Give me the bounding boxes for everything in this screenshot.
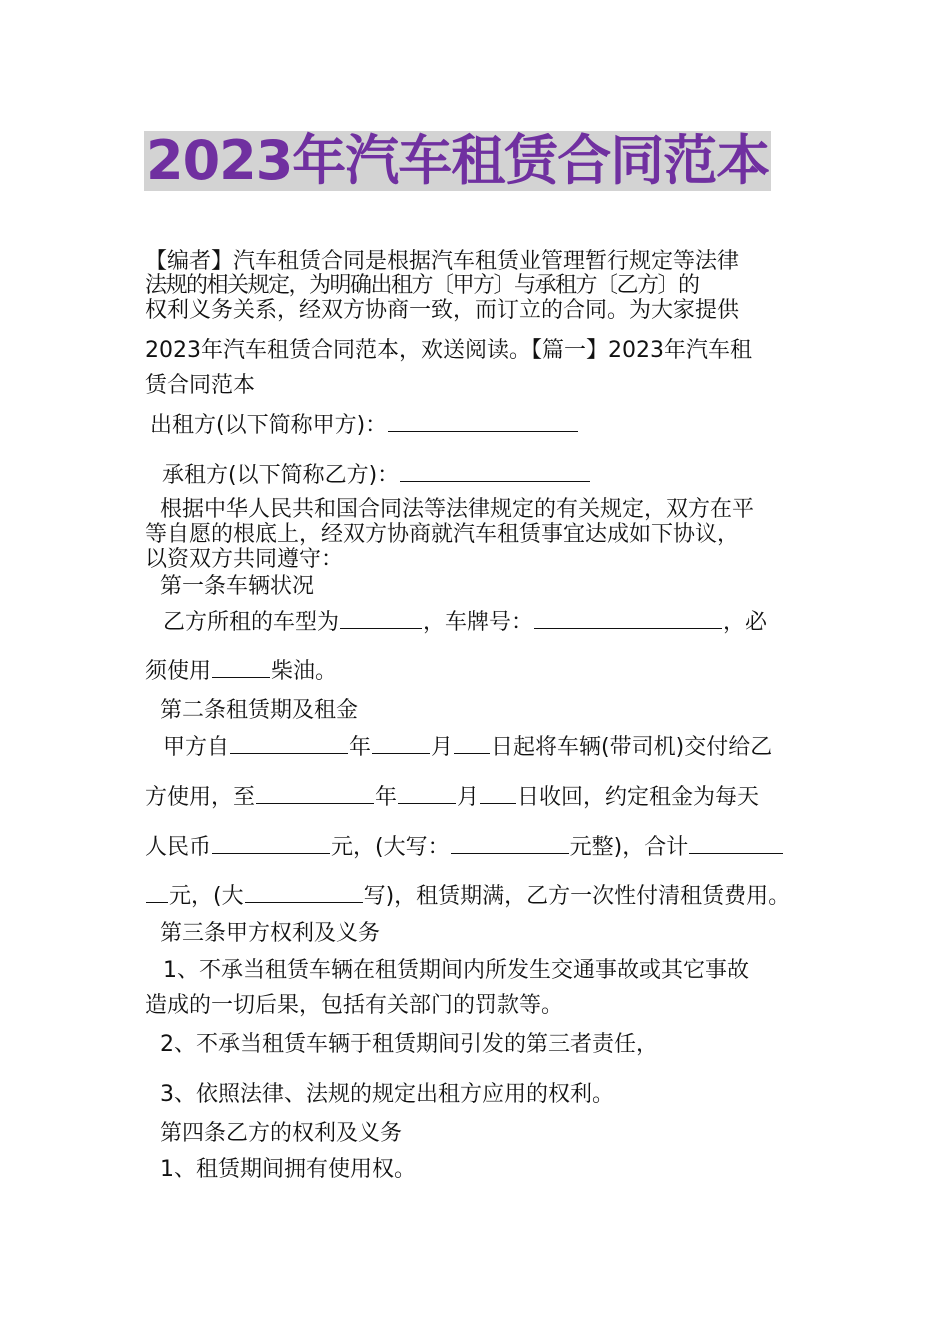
- intro-line-2: 法规的相关规定，为明确出租方〔甲方〕与承租方〔乙方〕的: [145, 273, 699, 298]
- lessee-line: [162, 461, 591, 489]
- preamble-line-2: 等自愿的根底上，经双方协商就汽车租赁事宜达成如下协议，: [145, 522, 740, 547]
- article-3-item-1-line-2: 造成的一切后果，包括有关部门的罚款等。: [145, 993, 564, 1018]
- text: 年: [375, 785, 398, 810]
- text: 月: [457, 785, 480, 810]
- lessee-label: 承租方(以下简称乙方)：: [162, 463, 400, 488]
- total-blank-continued[interactable]: [146, 882, 168, 903]
- text: ，车牌号：: [423, 610, 534, 635]
- intro-line-3: 权利义务关系，经双方协商一致，而订立的合同。为大家提供: [145, 298, 740, 323]
- plate-number-blank[interactable]: [534, 608, 722, 629]
- text: 人民币: [145, 835, 212, 860]
- text: 元，(大写：: [331, 835, 450, 860]
- text: 元整)，合计: [569, 835, 689, 860]
- preamble-line-1: 根据中华人民共和国合同法等法律规定的有关规定，双方在平: [160, 497, 755, 522]
- article-3-item-1-line-1: 1、不承当租赁车辆在租赁期间内所发生交通事故或其它事故: [163, 958, 749, 983]
- text: 写)，租赁期满，乙方一次性付清租赁费用。: [363, 884, 791, 909]
- intro-line-4: 2023年汽车租赁合同范本，欢送阅读。【篇一】2023年汽车租: [145, 338, 752, 363]
- article-2-line-3: [145, 833, 784, 861]
- article-2-heading: 第二条租赁期及租金: [160, 698, 359, 723]
- text: 日收回，约定租金为每天: [517, 785, 760, 810]
- end-year-blank[interactable]: [256, 783, 374, 804]
- article-4-item-1: 1、租赁期间拥有使用权。: [160, 1157, 416, 1182]
- article-4-heading: 第四条乙方的权利及义务: [160, 1121, 403, 1146]
- article-1-heading: 第一条车辆状况: [160, 574, 315, 599]
- text: 方使用，至: [145, 785, 256, 810]
- lessor-line: [150, 411, 579, 439]
- end-day-blank[interactable]: [480, 783, 516, 804]
- lessor-label: 出租方(以下简称甲方)：: [150, 413, 388, 438]
- intro-line-5: 赁合同范本: [145, 373, 256, 398]
- text: 乙方所租的车型为: [163, 610, 340, 635]
- article-2-line-4: [145, 882, 790, 910]
- article-3-heading: 第三条甲方权利及义务: [160, 921, 381, 946]
- fuel-blank[interactable]: [212, 657, 270, 678]
- article-1-line-2: [145, 657, 337, 685]
- total-blank[interactable]: [689, 833, 783, 854]
- article-2-line-2: [145, 783, 759, 811]
- total-words-blank[interactable]: [245, 882, 363, 903]
- intro-line-1: 【编者】汽车租赁合同是根据汽车租赁业管理暂行规定等法律: [145, 249, 740, 274]
- daily-rent-words-blank[interactable]: [451, 833, 569, 854]
- text: 甲方自: [163, 735, 230, 760]
- start-month-blank[interactable]: [372, 733, 430, 754]
- text: 元，(大: [169, 884, 244, 909]
- start-day-blank[interactable]: [454, 733, 490, 754]
- article-3-item-2: 2、不承当租赁车辆于租赁期间引发的第三者责任，: [160, 1032, 658, 1057]
- text: 柴油。: [271, 659, 338, 684]
- end-month-blank[interactable]: [398, 783, 456, 804]
- preamble-line-3: 以资双方共同遵守：: [145, 547, 344, 572]
- text: ，必: [723, 610, 768, 635]
- lessor-blank[interactable]: [388, 411, 578, 432]
- daily-rent-blank[interactable]: [212, 833, 330, 854]
- text: 年: [349, 735, 372, 760]
- lessee-blank[interactable]: [400, 461, 590, 482]
- start-year-blank[interactable]: [230, 733, 348, 754]
- article-2-line-1: [163, 733, 772, 761]
- article-3-item-3: 3、依照法律、法规的规定出租方应用的权利。: [160, 1082, 614, 1107]
- text: 须使用: [145, 659, 212, 684]
- car-model-blank[interactable]: [340, 608, 422, 629]
- text: 日起将车辆(带司机)交付给乙: [491, 735, 773, 760]
- article-1-line-1: [163, 608, 767, 636]
- text: 月: [431, 735, 454, 760]
- document-title: 2023年汽车租赁合同范本: [146, 129, 770, 192]
